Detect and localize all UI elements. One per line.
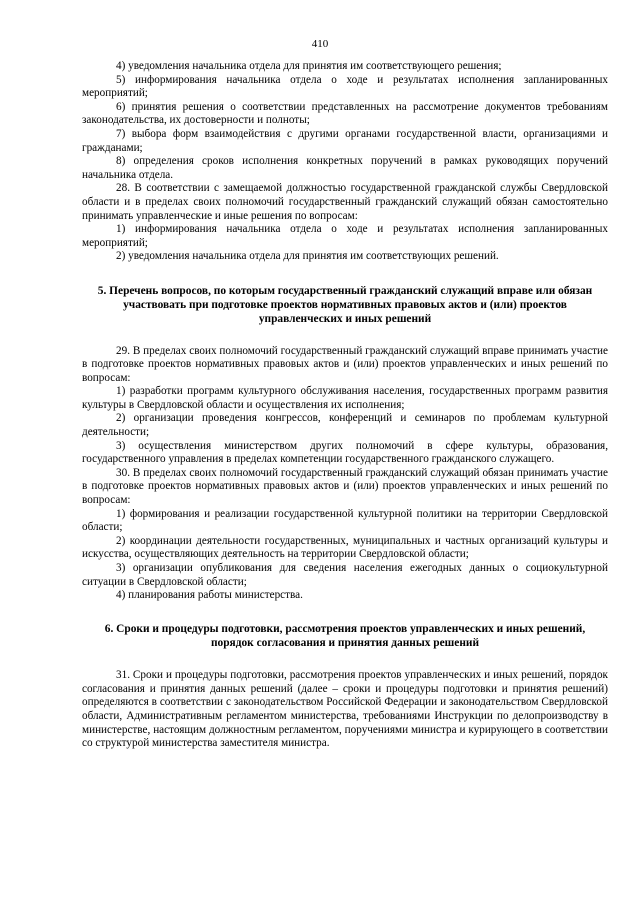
paragraph-29: 29. В пределах своих полномочий государственный гражданский служащий вправе принимать участие в подготовке проектов нормативных правовых актов и (или) проектов управленческих и иных решений по вопросам:	[82, 344, 608, 384]
paragraph-29-item-2: 2) организации проведения конгрессов, конференций и семинаров по проблемам культурной деятельности;	[82, 412, 608, 439]
paragraph-item-6: 6) принятия решения о соответствии представленных на рассмотрение документов требованиям законодательства, их достоверности и полноты;	[82, 100, 608, 127]
paragraph-28: 28. В соответствии с замещаемой должностью государственной гражданской службы Свердловской области и в пределах своих полномочий государственный гражданский служащий обязан самостоятельно принимать управленческие и иные решения по вопросам:	[82, 182, 608, 222]
paragraph-30-item-4: 4) планирования работы министерства.	[116, 589, 303, 602]
paragraph-item-5: 5) информирования начальника отдела о ходе и результатах исполнения запланированных мероприятий;	[82, 73, 608, 100]
paragraph-30-item-2: 2) координации деятельности государственных, муниципальных и частных организаций культуры и искусства, осуществляющих деятельность на территории Свердловской области;	[82, 534, 608, 561]
page-number: 410	[311, 38, 329, 50]
paragraph-28-item-1: 1) информирования начальника отдела о ходе и результатах исполнения запланированных мероприятий;	[82, 223, 608, 249]
paragraph-28-item-2: 2) уведомления начальника отдела для принятия им соответствующих решений.	[116, 250, 499, 263]
paragraph-30: 30. В пределах своих полномочий государственный гражданский служащий обязан принимать участие в подготовке проектов нормативных правовых актов и (или) проектов управленческих и иных решений по вопросам:	[82, 466, 608, 507]
paragraph-29-item-3: 3) осуществления министерством других полномочий в сфере культуры, образования, государственного управления в пределах компетенции государственного гражданского служащего.	[82, 439, 608, 466]
paragraph-29-item-1: 1) разработки программ культурного обслуживания населения, государственных программ развития культуры в Свердловской области и осуществления их исполнения;	[82, 385, 608, 411]
section-6-heading: 6. Сроки и процедуры подготовки, рассмотрения проектов управленческих и иных решений, порядок согласования и принятия данных решений	[104, 622, 586, 649]
document-body	[82, 60, 608, 751]
paragraph-31: 31. Сроки и процедуры подготовки, рассмотрения проектов управленческих и иных решений, порядок согласования и принятия данных решений (далее – сроки и процедуры подготовки и принятия решений) определяются в соответствии с законодательством Российской Федерации и законодательством Свердловской области, Административным регламентом министерства, требованиями Инструкции по делопроизводству в министерстве, настоящим должностным регламентом, поручениями министра и курирующего в соответствии со структурой министерства заместителя министра.	[82, 669, 608, 750]
paragraph-item-8: 8) определения сроков исполнения конкретных поручений в рамках руководящих поручений начальника отдела.	[82, 155, 608, 181]
paragraph-item-4: 4) уведомления начальника отдела для принятия им соответствующего решения;	[116, 60, 502, 72]
paragraph-item-7: 7) выбора форм взаимодействия с другими органами государственной власти, организациями и гражданами;	[82, 127, 608, 154]
paragraph-30-item-3: 3) организации опубликования для сведения населения ежегодных данных о социокультурной ситуации в Свердловской области;	[82, 562, 608, 588]
section-5-heading: 5. Перечень вопросов, по которым государственный гражданский служащий вправе или обязан участвовать при подготовке проектов нормативных правовых актов и (или) проектов управленческих и иных решений	[97, 284, 593, 326]
paragraph-30-item-1: 1) формирования и реализации государственной культурной политики на территории Свердловской области;	[82, 507, 608, 534]
